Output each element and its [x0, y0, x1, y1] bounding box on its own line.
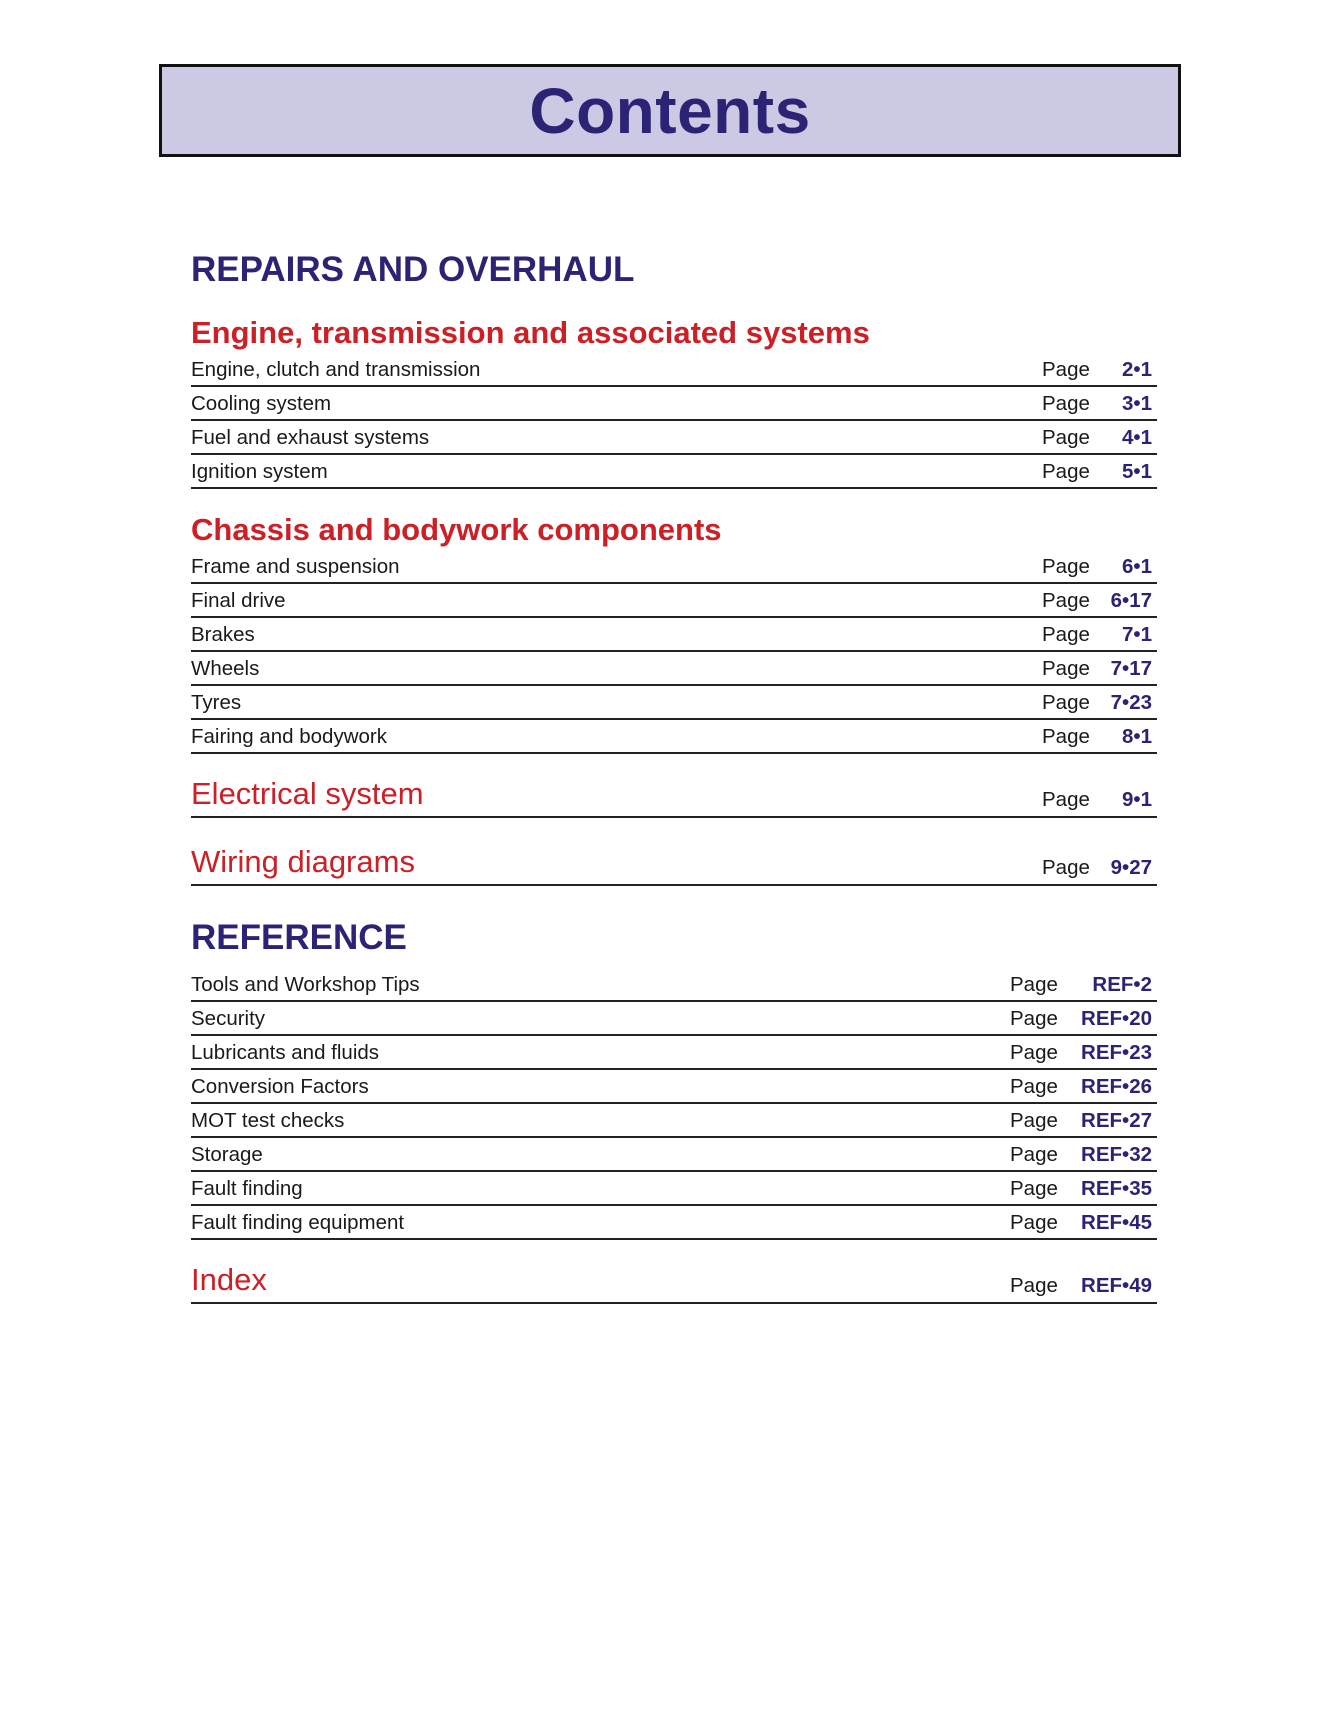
list-item[interactable] [191, 1002, 1157, 1036]
engine-section-heading: Engine, transmission and associated systems [191, 315, 870, 350]
list-item[interactable] [191, 618, 1157, 652]
page-word: Page [1042, 358, 1090, 381]
entry-label: Fault finding [191, 1177, 303, 1200]
entry-label: Brakes [191, 623, 255, 646]
page-number: 5•1 [1122, 460, 1152, 483]
entry-label: Conversion Factors [191, 1075, 369, 1098]
page-word: Page [1042, 555, 1090, 578]
list-item[interactable] [191, 968, 1157, 1002]
chassis-section-heading: Chassis and bodywork components [191, 512, 722, 547]
page-number: 7•17 [1110, 657, 1152, 680]
list-item[interactable] [191, 584, 1157, 618]
list-item[interactable] [191, 353, 1157, 387]
page-word: Page [1042, 856, 1090, 879]
list-item[interactable] [191, 720, 1157, 754]
list-item[interactable] [191, 1104, 1157, 1138]
page-word: Page [1042, 589, 1090, 612]
reference-list [191, 968, 1157, 1240]
list-item[interactable] [191, 387, 1157, 421]
page-word: Page [1010, 1075, 1058, 1098]
page-number: 8•1 [1122, 725, 1152, 748]
page-word: Page [1042, 725, 1090, 748]
entry-label: Storage [191, 1143, 263, 1166]
page-word: Page [1042, 788, 1090, 811]
page-word: Page [1042, 392, 1090, 415]
electrical-system-entry[interactable] [191, 770, 1157, 818]
entry-label: Wiring diagrams [191, 844, 415, 879]
engine-section-list [191, 353, 1157, 489]
entry-label: Security [191, 1007, 266, 1030]
page-number: REF•27 [1081, 1109, 1152, 1132]
entry-label: MOT test checks [191, 1109, 345, 1132]
page-number: 9•27 [1110, 856, 1152, 879]
entry-label: Fault finding equipment [191, 1211, 405, 1234]
entry-label: Electrical system [191, 776, 424, 811]
page-number: REF•32 [1081, 1143, 1152, 1166]
page-number: REF•23 [1081, 1041, 1152, 1064]
page-number: 7•23 [1110, 691, 1152, 714]
page-word: Page [1042, 691, 1090, 714]
page-word: Page [1010, 1177, 1058, 1200]
page-number: REF•2 [1092, 973, 1152, 996]
list-item[interactable] [191, 1172, 1157, 1206]
page-word: Page [1010, 1211, 1058, 1234]
chassis-section-list [191, 550, 1157, 754]
entry-label: Engine, clutch and transmission [191, 358, 481, 381]
list-item[interactable] [191, 686, 1157, 720]
page-title: Contents [529, 74, 811, 147]
page-word: Page [1010, 1143, 1058, 1166]
page-number: REF•26 [1081, 1075, 1152, 1098]
list-item[interactable] [191, 421, 1157, 455]
list-item[interactable] [191, 1138, 1157, 1172]
entry-label: Tyres [191, 691, 242, 714]
page-word: Page [1010, 973, 1058, 996]
page-number: 6•17 [1110, 589, 1152, 612]
page-word: Page [1042, 426, 1090, 449]
page-number: REF•45 [1081, 1211, 1152, 1234]
entry-label: Fuel and exhaust systems [191, 426, 430, 449]
list-item[interactable] [191, 1036, 1157, 1070]
entry-label: Tools and Workshop Tips [191, 973, 420, 996]
entry-label: Lubricants and fluids [191, 1041, 380, 1064]
page-word: Page [1042, 460, 1090, 483]
page-number: REF•35 [1081, 1177, 1152, 1200]
page-word: Page [1042, 623, 1090, 646]
page-number: 6•1 [1122, 555, 1152, 578]
page-word: Page [1010, 1274, 1058, 1297]
index-entry[interactable] [191, 1256, 1157, 1304]
contents-title-box [159, 64, 1181, 157]
entry-label: Final drive [191, 589, 286, 612]
page-number: REF•20 [1081, 1007, 1152, 1030]
entry-label: Index [191, 1262, 267, 1297]
list-item[interactable] [191, 1206, 1157, 1240]
entry-label: Cooling system [191, 392, 332, 415]
reference-heading: REFERENCE [191, 918, 407, 957]
page-number: 9•1 [1122, 788, 1152, 811]
page-number: REF•49 [1081, 1274, 1152, 1297]
list-item[interactable] [191, 1070, 1157, 1104]
page-number: 4•1 [1122, 426, 1152, 449]
page-number: 2•1 [1122, 358, 1152, 381]
page-word: Page [1042, 657, 1090, 680]
list-item[interactable] [191, 550, 1157, 584]
entry-label: Fairing and bodywork [191, 725, 387, 748]
page-word: Page [1010, 1041, 1058, 1064]
entry-label: Frame and suspension [191, 555, 400, 578]
page-word: Page [1010, 1007, 1058, 1030]
page-number: 3•1 [1122, 392, 1152, 415]
list-item[interactable] [191, 455, 1157, 489]
page-number: 7•1 [1122, 623, 1152, 646]
page-word: Page [1010, 1109, 1058, 1132]
entry-label: Wheels [191, 657, 260, 680]
repairs-heading: REPAIRS AND OVERHAUL [191, 250, 635, 289]
list-item[interactable] [191, 652, 1157, 686]
wiring-diagrams-entry[interactable] [191, 838, 1157, 886]
entry-label: Ignition system [191, 460, 328, 483]
